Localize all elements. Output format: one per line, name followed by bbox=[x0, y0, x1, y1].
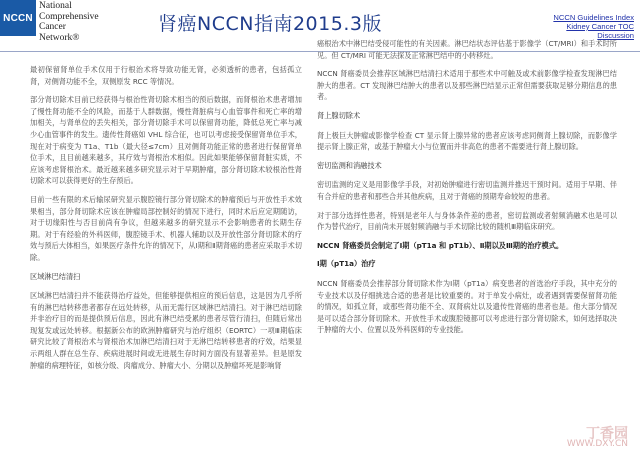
link-guidelines-index[interactable]: NCCN Guidelines Index bbox=[553, 13, 634, 22]
paragraph: 目前一些有限的术后输尿研究显示腹腔镜行部分肾切除术的肿瘤预后与开放性手术效果相当，部分肾切除术应该在肿瘤局部控制好的情况下进行，同时术后应定期随访，对于切缘阳性与否目前尚有争议，但越来越多的研究显示不会影响患者的长期生存期。对于有经验的外科医师，腹腔镜手术、机器人辅助以及开放性部分肾切除术的疗效与预后大体相当，如果医疗条件允许的情况下，从Ⅰ期和Ⅱ期肾癌的患者应采取手术切除。 bbox=[30, 194, 302, 262]
nccn-logo: NCCN bbox=[0, 0, 36, 36]
section-heading: 密切监测和消融技术 bbox=[317, 160, 382, 170]
paragraph: 肾上极巨大肿瘤或影像学检查 CT 显示肾上腺异常的患者应该考虑同侧肾上腺切除，而影像学提示肾上腺正常，或基于肿瘤大小与位置而并非高危的患者不需要进行肾上腺切除。 bbox=[317, 130, 617, 152]
org-line: Cancer bbox=[39, 22, 66, 32]
org-line: Network® bbox=[39, 32, 80, 43]
watermark-logo: 丁香园 bbox=[586, 426, 628, 442]
paragraph: 最初保留肾单位手术仅用于行根治术将导致功能无肾，必须透析的患者，包括孤立肾，对侧肾功能不全，双侧原发 RCC 等情况。 bbox=[30, 65, 302, 86]
paragraph: 癌根治术中淋巴结受侵可能性的有关因素。淋巴结状态评估基于影像学（CT/MRI）和手术时所见。但 CT/MRI 可能无法探及正常淋巴结中的小转移灶。 bbox=[317, 39, 617, 60]
left-column bbox=[30, 64, 302, 378]
paragraph: 部分肾切除术目前已经获得与根治性肾切除术相当的预后数据，而肾根治术患者增加了慢性肾功能不全的风险，而基于人群数据，慢性肾脏病与心血管事件和死亡率的增加相关，与肾单位的丢失相关，部分肾切除手术可以保留肾功能，降低总死亡率与减少心血管事件的发生。遗传性肾癌如 VHL 综合征，也可以考虑接受保留肾单位手术，现在对于病变为 T1a、T1b（最大径≤7cm）且对侧肾功能正常的患者进行保留肾单位手术，且目前越来越多，其疗效与肾根治术相似。因此如果能够保留肾脏实质，不应该考虑肾根治术。最近越来越多研究显示对于早期肿瘤，部分肾切除术较根治性肾切除术可以获得更好的生存预后。 bbox=[30, 95, 302, 186]
page-title: 肾癌NCCN指南2015.3版 bbox=[158, 13, 382, 35]
paragraph: 区域淋巴结清扫并不能获得治疗益处，但能够提供相应的预后信息，这是因为几乎所有的淋巴结转移患者都存在远处转移，从而无需行区域淋巴结清扫。对于淋巴结切除并非治疗目的而是提供预后信息，因此有淋巴结受累的患者尽管行清扫，但随后常出现复发或远处转移。根据新公布的欧洲肿瘤研究与治疗组织（EORTC）一项Ⅲ期临床研究比较了肾根治术与肾根治术加淋巴结清扫对于无淋巴结转移患者的疗效，结果显示两组人群在总生存、疾病进展时间或无进展生存时间方面没有显著差异。但是原发肿瘤的病理特征，如核分级、肉瘤成分、肿瘤大小、分期以及肿瘤坏死是影响肾 bbox=[30, 291, 302, 370]
nav-links bbox=[553, 13, 634, 40]
org-line: National bbox=[39, 1, 72, 11]
paragraph: 密切监测的定义是用影像学手段，对初始肿瘤进行密切监测并推迟干预时间。适用于早期、伴有合并症的患者和那些合并其他疾病，且对于肾癌的预期寿命较短的患者。 bbox=[317, 180, 617, 201]
org-name bbox=[39, 1, 99, 43]
section-heading: 区域淋巴结清扫 bbox=[30, 271, 81, 281]
link-kidney-cancer-toc[interactable]: Kidney Cancer TOC bbox=[566, 22, 634, 31]
paragraph: NCCN 肾癌委员会推荐部分肾切除术作为Ⅰ期（pT1a）病变患者的首选治疗手段，其中充分的专业技术以及仔细挑选合适的患者是比较重要的。对于单发小病灶，或者遇到需要保留肾功能的情况，如孤立肾，或那些肾功能不全、双肾病灶以及遗传性肾癌的患者也是。他大部分情况是可以适合部分肾切除术。开放性手术或腹腔镜都可以考虑进行部分肾切除术，如何选择取决于肿瘤的大小、位置以及外科医师的专业技能。 bbox=[317, 278, 617, 335]
watermark bbox=[566, 426, 628, 449]
watermark-url: WWW.DXY.CN bbox=[566, 439, 628, 449]
link-discussion[interactable]: Discussion bbox=[597, 31, 634, 40]
org-line: Comprehensive bbox=[39, 11, 99, 22]
paragraph: NCCN 肾癌委员会制定了Ⅰ期（pT1a 和 pT1b）、Ⅱ期以及Ⅲ期的治疗模式。 bbox=[317, 240, 564, 250]
section-heading: 肾上腺切除术 bbox=[317, 110, 361, 120]
paragraph: NCCN 肾癌委员会推荐区域淋巴结清扫术适用于那些术中可触及或术前影像学检查发现淋巴结肿大的患者。CT 发现淋巴结肿大的患者以及那些淋巴结显示正常但需要获取足够分期信息的患者。 bbox=[317, 69, 617, 102]
paragraph: 对于部分选择性患者，特别是老年人与身体条件差的患者，密切监测或者射频消融术也是可以作为替代治疗，目前尚未开展射频消融与手术切除比较的随机Ⅲ期临床研究。 bbox=[317, 210, 617, 232]
section-heading: Ⅰ期（pT1a）治疗 bbox=[317, 259, 376, 269]
right-column bbox=[317, 38, 617, 343]
